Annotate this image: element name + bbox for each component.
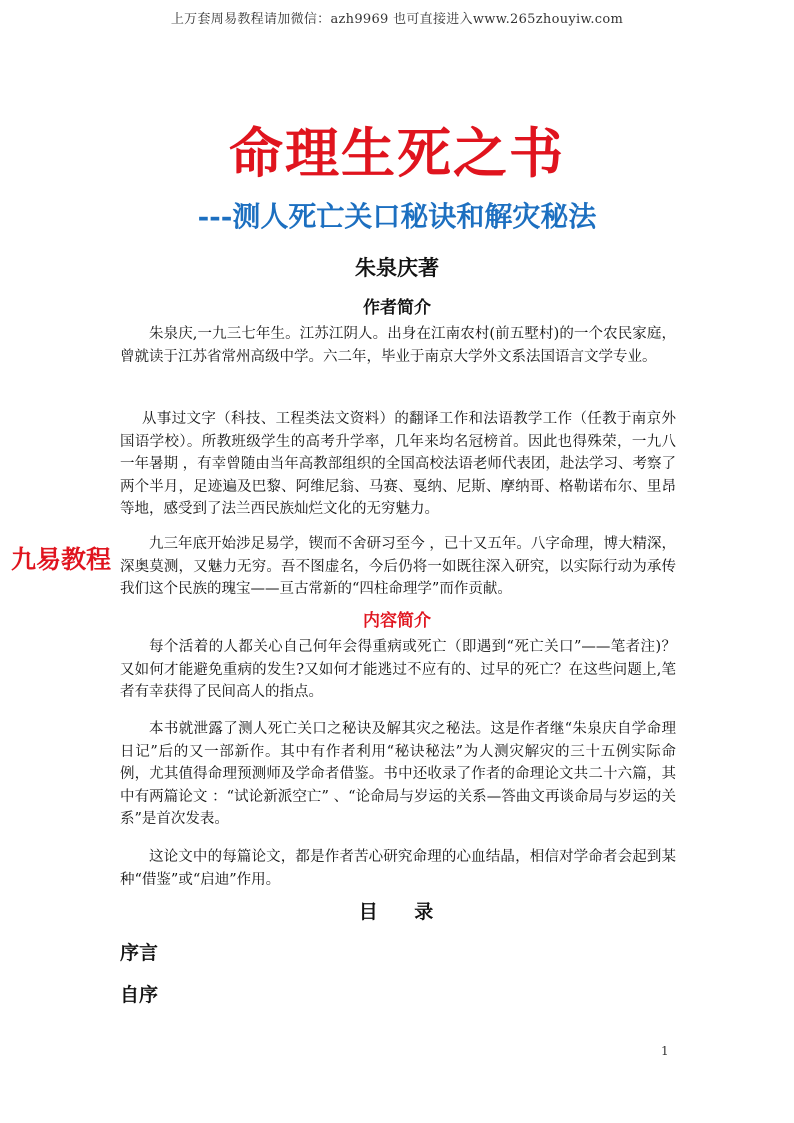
watermark-logo: 九易教程	[8, 545, 114, 575]
content-intro-paragraph: 本书就泄露了测人死亡关口之秘诀及解其灾之秘法。这是作者继“朱泉庆自学命理日记”后的又一部新作。其中有作者利用“秘诀秘法”为人测灾解灾的三十五例实际命例，尤其值得命理预测师及学命者借鉴。书中还收录了作者的命理论文共二十六篇，其中有两篇论文 ：“试论新派空亡” 、“论命局与岁运的关系—答曲文再谈命局与岁运的关系”是首次发表。	[120, 721, 676, 827]
content-intro-paragraph: 每个活着的人都关心自己何年会得重病或死亡（即遇到“死亡关口”——笔者注)？又如何才能避免重病的发生?又如何才能逃过不应有的、过早的死亡？在这些问题上,笔者有幸获得了民间高人的指点。	[120, 639, 676, 700]
toc-heading: 目 录	[358, 901, 436, 923]
author-intro-heading: 作者简介	[363, 298, 431, 318]
toc-item-author-preface[interactable]: 自序	[120, 984, 159, 1006]
document-title: 命理生死之书	[229, 121, 565, 185]
author-intro-paragraph: 朱泉庆,一九三七年生。江苏江阴人。出身在江南农村(前五墅村)的一个农民家庭，曾就读于江苏省常州高级中学。六二年，毕业于南京大学外文系法国语言文学专业。	[120, 326, 676, 365]
author-intro-paragraph: 九三年底开始涉足易学，锲而不舍研习至今 ，已十又五年。八字命理，博大精深，深奥莫测，又魅力无穷。吾不图虚名，今后仍将一如既往深入研究，以实际行动为承传我们这个民族的瑰宝——亘古常新的“四柱命理学”而作贡献。	[120, 536, 676, 597]
content-intro-paragraph: 这论文中的每篇论文，都是作者苦心研究命理的心血结晶，相信对学命者会起到某种“借鉴”或“启迪”作用。	[120, 849, 676, 888]
author-intro-paragraph: 从事过文字（科技、工程类法文资料）的翻译工作和法语教学工作（任教于南京外国语学校）。所教班级学生的高考升学率，几年来均名冠榜首。因此也得殊荣，一九八一年暑期 ，有幸曾随由当年高教部组织的全国高校法语老师代表团，赴法学习、考察了两个半月，足迹遍及巴黎、阿维尼翁、马赛、戛纳、尼斯、摩纳哥、格勒诺布尔、里昂等地，感受到了法兰西民族灿烂文化的无穷魅力。	[120, 411, 676, 517]
document-subtitle: ---测人死亡关口秘诀和解灾秘法	[197, 200, 597, 233]
header-notice: 上万套周易教程请加微信：azh9969 也可直接进入www.265zhouyiw.com	[170, 12, 624, 27]
page-number: 1	[661, 1044, 669, 1058]
toc-item-preface[interactable]: 序言	[120, 942, 159, 964]
content-intro-heading: 内容简介	[363, 611, 431, 631]
document-author: 朱泉庆著	[355, 255, 439, 280]
